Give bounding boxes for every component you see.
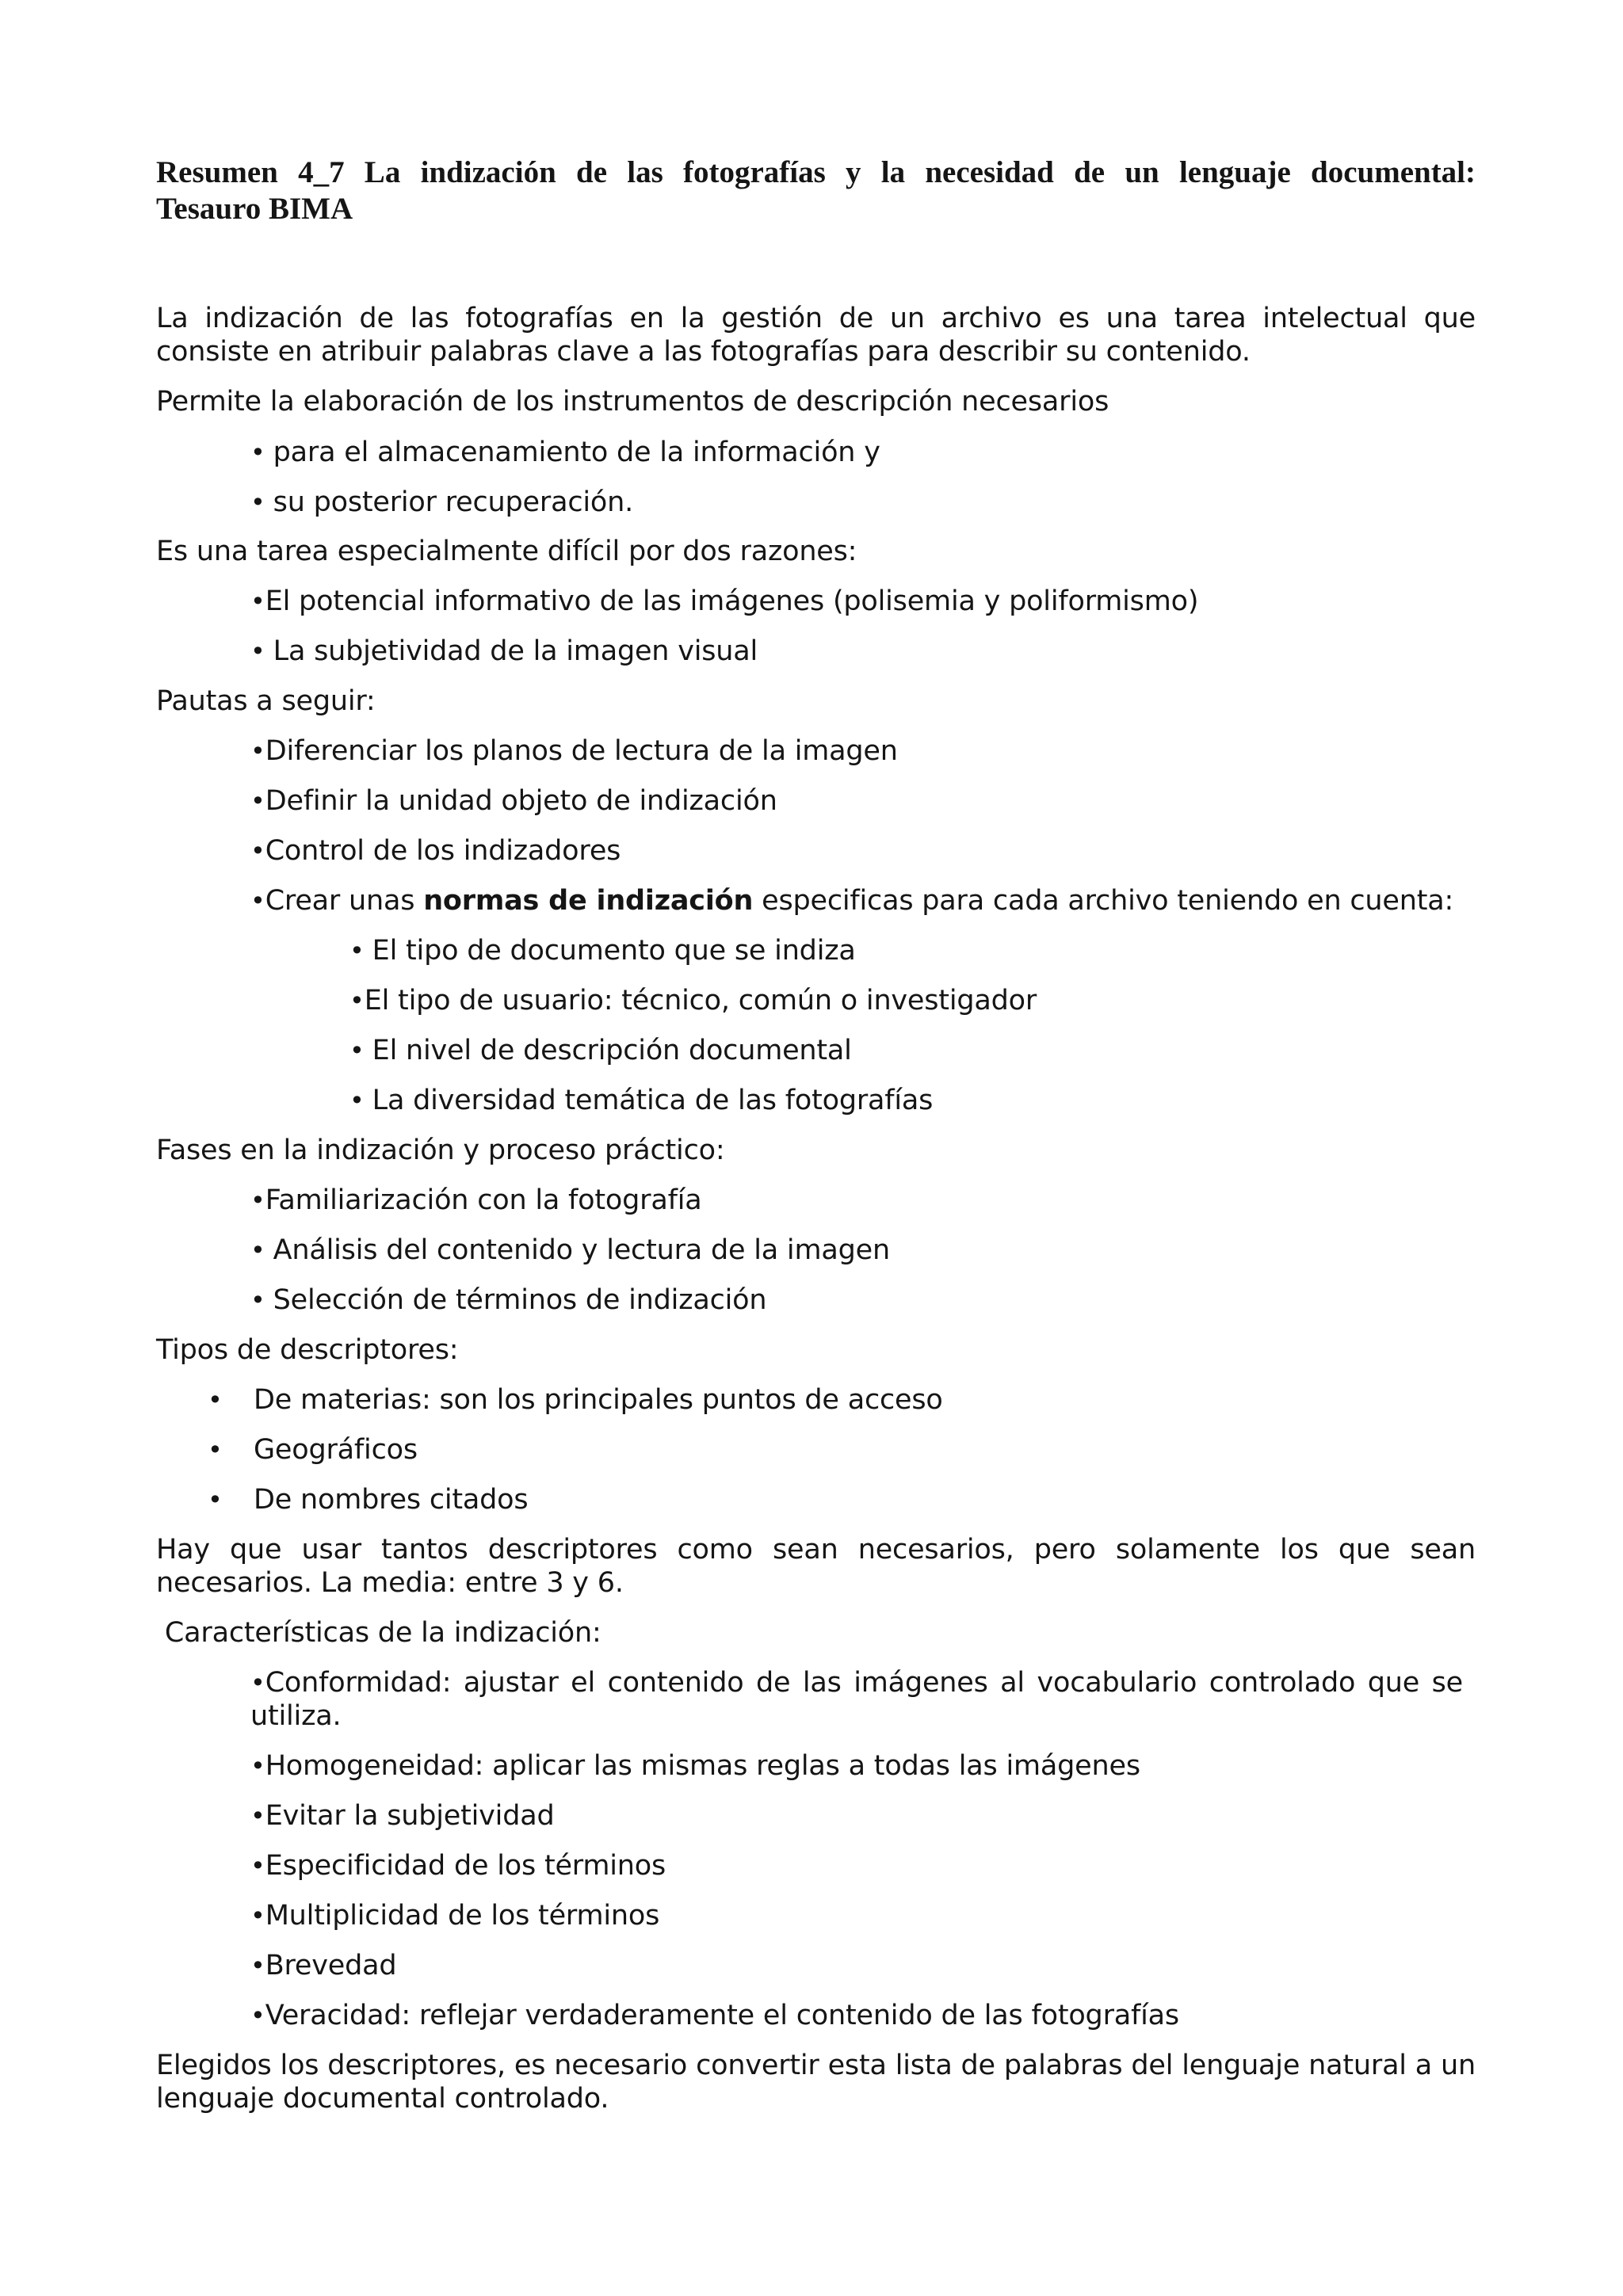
- list-item: •Definir la unidad objeto de indización: [250, 785, 777, 817]
- bold-term: normas de indización: [423, 885, 754, 917]
- list-item: •Crear unas normas de indización especificas para cada archivo teniendo en cuenta:: [250, 885, 1454, 917]
- list-item: •Multiplicidad de los términos: [250, 1900, 660, 1932]
- list-item: •Control de los indizadores: [250, 835, 621, 867]
- list-item: •Veracidad: reflejar verdaderamente el contenido de las fotografías: [250, 2000, 1179, 2031]
- permite-heading: Permite la elaboración de los instrumentos de descripción necesarios: [156, 386, 1109, 418]
- final-paragraph: Elegidos los descriptores, es necesario convertir esta lista de palabras del lenguaje natural a un lenguaje documental controlado.: [156, 2050, 1476, 2115]
- list-item: • su posterior recuperación.: [250, 486, 634, 518]
- caracteristicas-heading: Características de la indización:: [156, 1617, 601, 1649]
- sub-list-item: •El tipo de usuario: técnico, común o investigador: [349, 985, 1037, 1016]
- list-item: De materias: son los principales puntos de acceso: [254, 1384, 943, 1416]
- document-title: [156, 154, 1476, 227]
- list-item: • La subjetividad de la imagen visual: [250, 635, 758, 667]
- list-item: De nombres citados: [254, 1484, 529, 1516]
- list-item: • Análisis del contenido y lectura de la imagen: [250, 1234, 890, 1266]
- list-item: •Especificidad de los términos: [250, 1850, 666, 1882]
- sub-list-item: • El tipo de documento que se indiza: [349, 935, 856, 967]
- bullet: •: [208, 1435, 223, 1465]
- list-item: •Familiarización con la fotografía: [250, 1184, 702, 1216]
- list-item: •Evitar la subjetividad: [250, 1800, 555, 1832]
- list-item: • Selección de términos de indización: [250, 1284, 767, 1316]
- title-line: Resumen 4_7 La indización de las fotografías y la necesidad de un lenguaje documental:: [156, 155, 1476, 189]
- list-item: •Conformidad: ajustar el contenido de las imágenes al vocabulario controlado que se utiliza.: [250, 1667, 1463, 1732]
- sub-list-item: • La diversidad temática de las fotografías: [349, 1085, 934, 1116]
- dificil-heading: Es una tarea especialmente difícil por dos razones:: [156, 536, 857, 567]
- intro-paragraph: La indización de las fotografías en la gestión de un archivo es una tarea intelectual que consiste en atribuir palabras clave a las fotografías para describir su contenido.: [156, 303, 1476, 368]
- title-line: Tesauro BIMA: [156, 192, 353, 226]
- usar-paragraph: Hay que usar tantos descriptores como sean necesarios, pero solamente los que sean necesarios. La media: entre 3 y 6.: [156, 1534, 1476, 1599]
- bullet: •: [208, 1485, 223, 1515]
- tipos-heading: Tipos de descriptores:: [156, 1334, 459, 1366]
- sub-list-item: • El nivel de descripción documental: [349, 1035, 852, 1066]
- list-item: Geográficos: [254, 1434, 418, 1466]
- list-item: •El potencial informativo de las imágenes (polisemia y poliformismo): [250, 585, 1199, 617]
- pautas-heading: Pautas a seguir:: [156, 685, 376, 717]
- list-item: •Homogeneidad: aplicar las mismas reglas a todas las imágenes: [250, 1750, 1140, 1782]
- fases-heading: Fases en la indización y proceso práctico:: [156, 1135, 725, 1166]
- bullet: •: [208, 1385, 223, 1415]
- list-item: •Brevedad: [250, 1950, 397, 1981]
- list-item: •Diferenciar los planos de lectura de la imagen: [250, 735, 898, 767]
- list-item: • para el almacenamiento de la información y: [250, 437, 880, 468]
